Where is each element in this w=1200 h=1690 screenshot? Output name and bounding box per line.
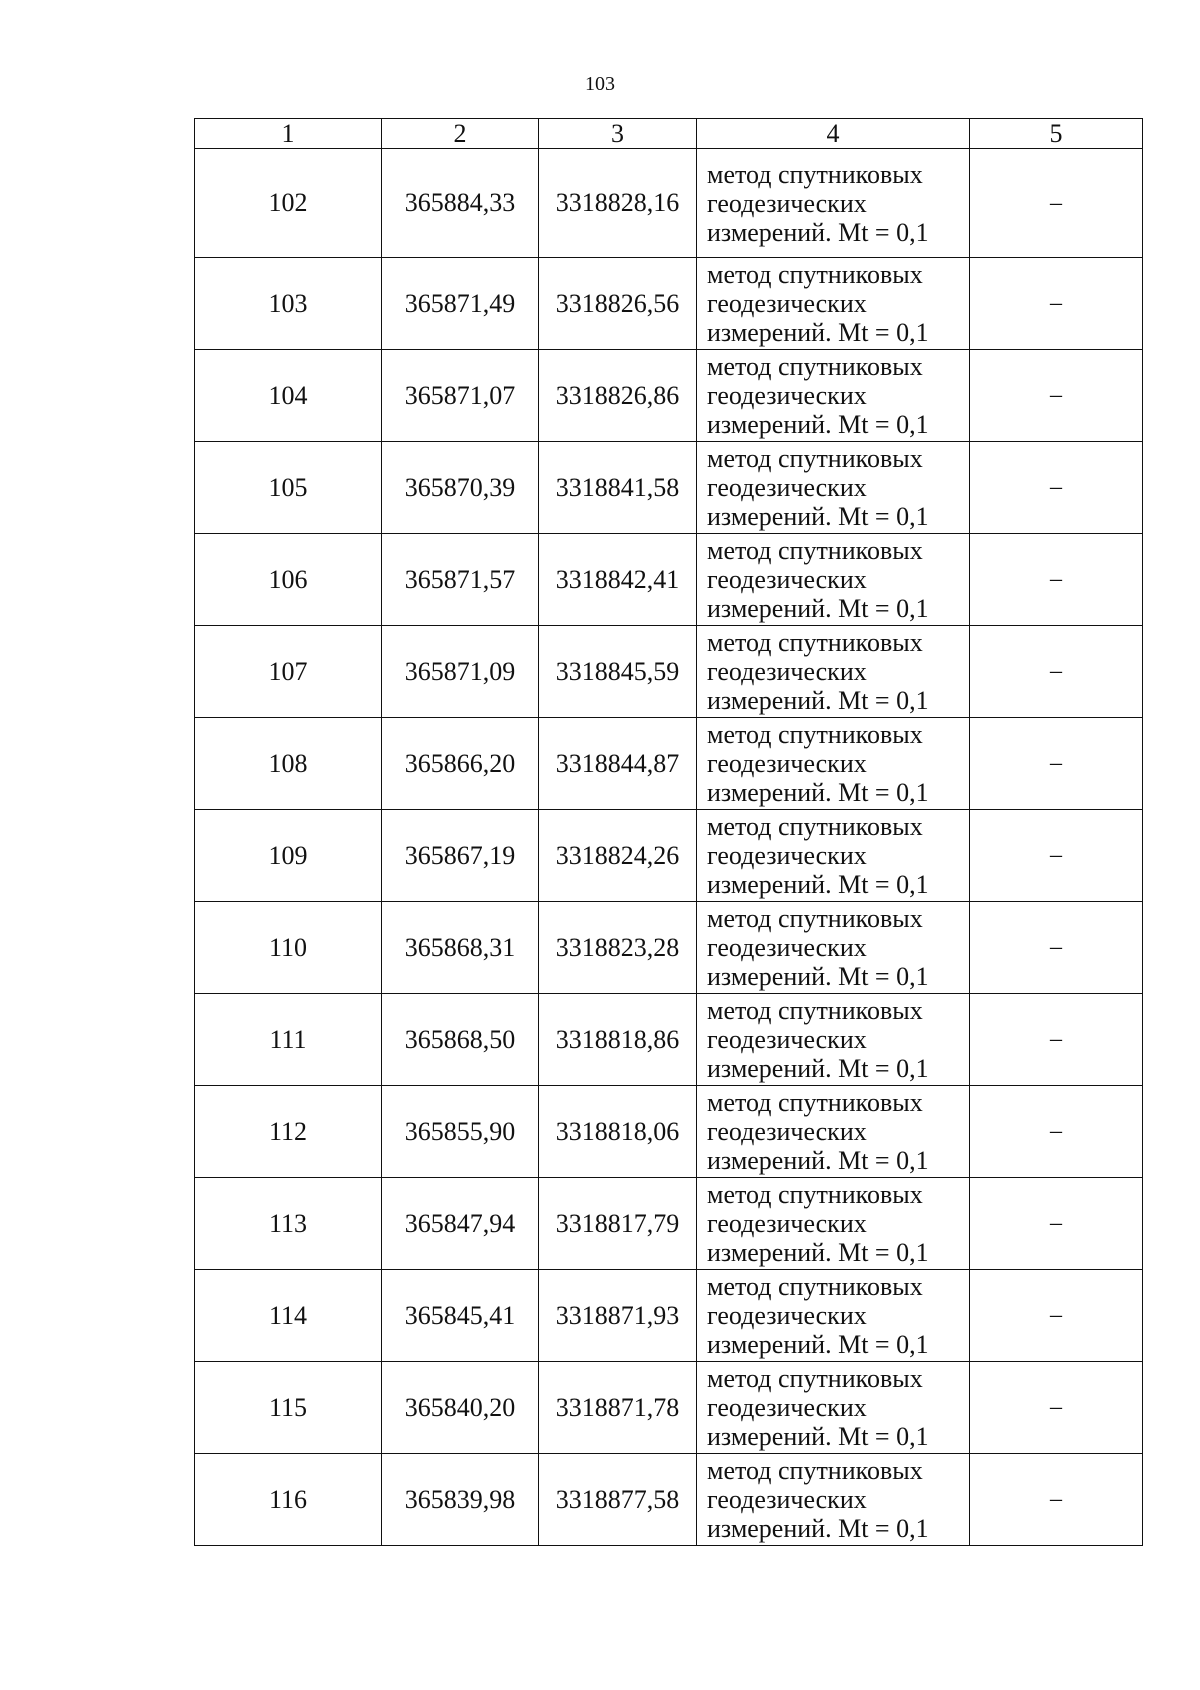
table-row bbox=[195, 1270, 1143, 1362]
x-coordinate-cell: 365870,39 bbox=[382, 442, 539, 534]
note-cell: – bbox=[970, 902, 1143, 994]
table-row bbox=[195, 442, 1143, 534]
point-number-cell: 104 bbox=[195, 350, 382, 442]
note-cell: – bbox=[970, 534, 1143, 626]
column-header-4: 4 bbox=[697, 119, 970, 149]
note-cell: – bbox=[970, 1362, 1143, 1454]
y-coordinate-cell: 3318826,86 bbox=[539, 350, 697, 442]
y-coordinate-cell: 3318845,59 bbox=[539, 626, 697, 718]
note-cell: – bbox=[970, 810, 1143, 902]
method-cell: метод спутниковых геодезических измерений. Mt = 0,1 bbox=[697, 258, 970, 350]
page-number: 103 bbox=[585, 73, 615, 95]
note-cell: – bbox=[970, 626, 1143, 718]
table-row bbox=[195, 810, 1143, 902]
table-row bbox=[195, 994, 1143, 1086]
method-cell: метод спутниковых геодезических измерений. Mt = 0,1 bbox=[697, 1454, 970, 1546]
column-header-5: 5 bbox=[970, 119, 1143, 149]
y-coordinate-cell: 3318842,41 bbox=[539, 534, 697, 626]
note-cell: – bbox=[970, 994, 1143, 1086]
method-cell: метод спутниковых геодезических измерений. Mt = 0,1 bbox=[697, 810, 970, 902]
point-number-cell: 112 bbox=[195, 1086, 382, 1178]
note-cell: – bbox=[970, 1178, 1143, 1270]
x-coordinate-cell: 365867,19 bbox=[382, 810, 539, 902]
column-header-2: 2 bbox=[382, 119, 539, 149]
y-coordinate-cell: 3318818,86 bbox=[539, 994, 697, 1086]
point-number-cell: 106 bbox=[195, 534, 382, 626]
table-row bbox=[195, 149, 1143, 258]
y-coordinate-cell: 3318871,93 bbox=[539, 1270, 697, 1362]
table-header-row bbox=[195, 119, 1143, 149]
method-cell: метод спутниковых геодезических измерений. Mt = 0,1 bbox=[697, 1178, 970, 1270]
x-coordinate-cell: 365868,50 bbox=[382, 994, 539, 1086]
table-row bbox=[195, 1454, 1143, 1546]
x-coordinate-cell: 365884,33 bbox=[382, 149, 539, 258]
point-number-cell: 113 bbox=[195, 1178, 382, 1270]
table-row bbox=[195, 258, 1143, 350]
table-row bbox=[195, 902, 1143, 994]
note-cell: – bbox=[970, 1086, 1143, 1178]
table-row bbox=[195, 1178, 1143, 1270]
x-coordinate-cell: 365855,90 bbox=[382, 1086, 539, 1178]
table-row bbox=[195, 534, 1143, 626]
x-coordinate-cell: 365871,49 bbox=[382, 258, 539, 350]
note-cell: – bbox=[970, 149, 1143, 258]
method-cell: метод спутниковых геодезических измерений. Mt = 0,1 bbox=[697, 718, 970, 810]
point-number-cell: 105 bbox=[195, 442, 382, 534]
point-number-cell: 115 bbox=[195, 1362, 382, 1454]
method-cell: метод спутниковых геодезических измерений. Mt = 0,1 bbox=[697, 442, 970, 534]
y-coordinate-cell: 3318824,26 bbox=[539, 810, 697, 902]
table-row bbox=[195, 1362, 1143, 1454]
note-cell: – bbox=[970, 350, 1143, 442]
x-coordinate-cell: 365839,98 bbox=[382, 1454, 539, 1546]
point-number-cell: 103 bbox=[195, 258, 382, 350]
x-coordinate-cell: 365871,57 bbox=[382, 534, 539, 626]
point-number-cell: 110 bbox=[195, 902, 382, 994]
table-row bbox=[195, 718, 1143, 810]
y-coordinate-cell: 3318841,58 bbox=[539, 442, 697, 534]
column-header-3: 3 bbox=[539, 119, 697, 149]
point-number-cell: 114 bbox=[195, 1270, 382, 1362]
method-cell: метод спутниковых геодезических измерений. Mt = 0,1 bbox=[697, 1362, 970, 1454]
y-coordinate-cell: 3318877,58 bbox=[539, 1454, 697, 1546]
point-number-cell: 108 bbox=[195, 718, 382, 810]
method-cell: метод спутниковых геодезических измерений. Mt = 0,1 bbox=[697, 626, 970, 718]
table-row bbox=[195, 350, 1143, 442]
point-number-cell: 102 bbox=[195, 149, 382, 258]
point-number-cell: 107 bbox=[195, 626, 382, 718]
y-coordinate-cell: 3318826,56 bbox=[539, 258, 697, 350]
method-cell: метод спутниковых геодезических измерений. Mt = 0,1 bbox=[697, 149, 970, 258]
x-coordinate-cell: 365866,20 bbox=[382, 718, 539, 810]
method-cell: метод спутниковых геодезических измерений. Mt = 0,1 bbox=[697, 1086, 970, 1178]
method-cell: метод спутниковых геодезических измерений. Mt = 0,1 bbox=[697, 1270, 970, 1362]
x-coordinate-cell: 365871,07 bbox=[382, 350, 539, 442]
y-coordinate-cell: 3318871,78 bbox=[539, 1362, 697, 1454]
point-number-cell: 116 bbox=[195, 1454, 382, 1546]
note-cell: – bbox=[970, 1270, 1143, 1362]
method-cell: метод спутниковых геодезических измерений. Mt = 0,1 bbox=[697, 350, 970, 442]
note-cell: – bbox=[970, 442, 1143, 534]
coordinates-table bbox=[194, 118, 1143, 1546]
table-row bbox=[195, 626, 1143, 718]
y-coordinate-cell: 3318844,87 bbox=[539, 718, 697, 810]
method-cell: метод спутниковых геодезических измерений. Mt = 0,1 bbox=[697, 534, 970, 626]
x-coordinate-cell: 365868,31 bbox=[382, 902, 539, 994]
x-coordinate-cell: 365847,94 bbox=[382, 1178, 539, 1270]
point-number-cell: 111 bbox=[195, 994, 382, 1086]
method-cell: метод спутниковых геодезических измерений. Mt = 0,1 bbox=[697, 994, 970, 1086]
table-row bbox=[195, 1086, 1143, 1178]
y-coordinate-cell: 3318828,16 bbox=[539, 149, 697, 258]
table-body bbox=[195, 149, 1143, 1546]
point-number-cell: 109 bbox=[195, 810, 382, 902]
y-coordinate-cell: 3318823,28 bbox=[539, 902, 697, 994]
column-header-1: 1 bbox=[195, 119, 382, 149]
y-coordinate-cell: 3318818,06 bbox=[539, 1086, 697, 1178]
x-coordinate-cell: 365871,09 bbox=[382, 626, 539, 718]
note-cell: – bbox=[970, 1454, 1143, 1546]
note-cell: – bbox=[970, 258, 1143, 350]
y-coordinate-cell: 3318817,79 bbox=[539, 1178, 697, 1270]
x-coordinate-cell: 365840,20 bbox=[382, 1362, 539, 1454]
x-coordinate-cell: 365845,41 bbox=[382, 1270, 539, 1362]
method-cell: метод спутниковых геодезических измерений. Mt = 0,1 bbox=[697, 902, 970, 994]
note-cell: – bbox=[970, 718, 1143, 810]
